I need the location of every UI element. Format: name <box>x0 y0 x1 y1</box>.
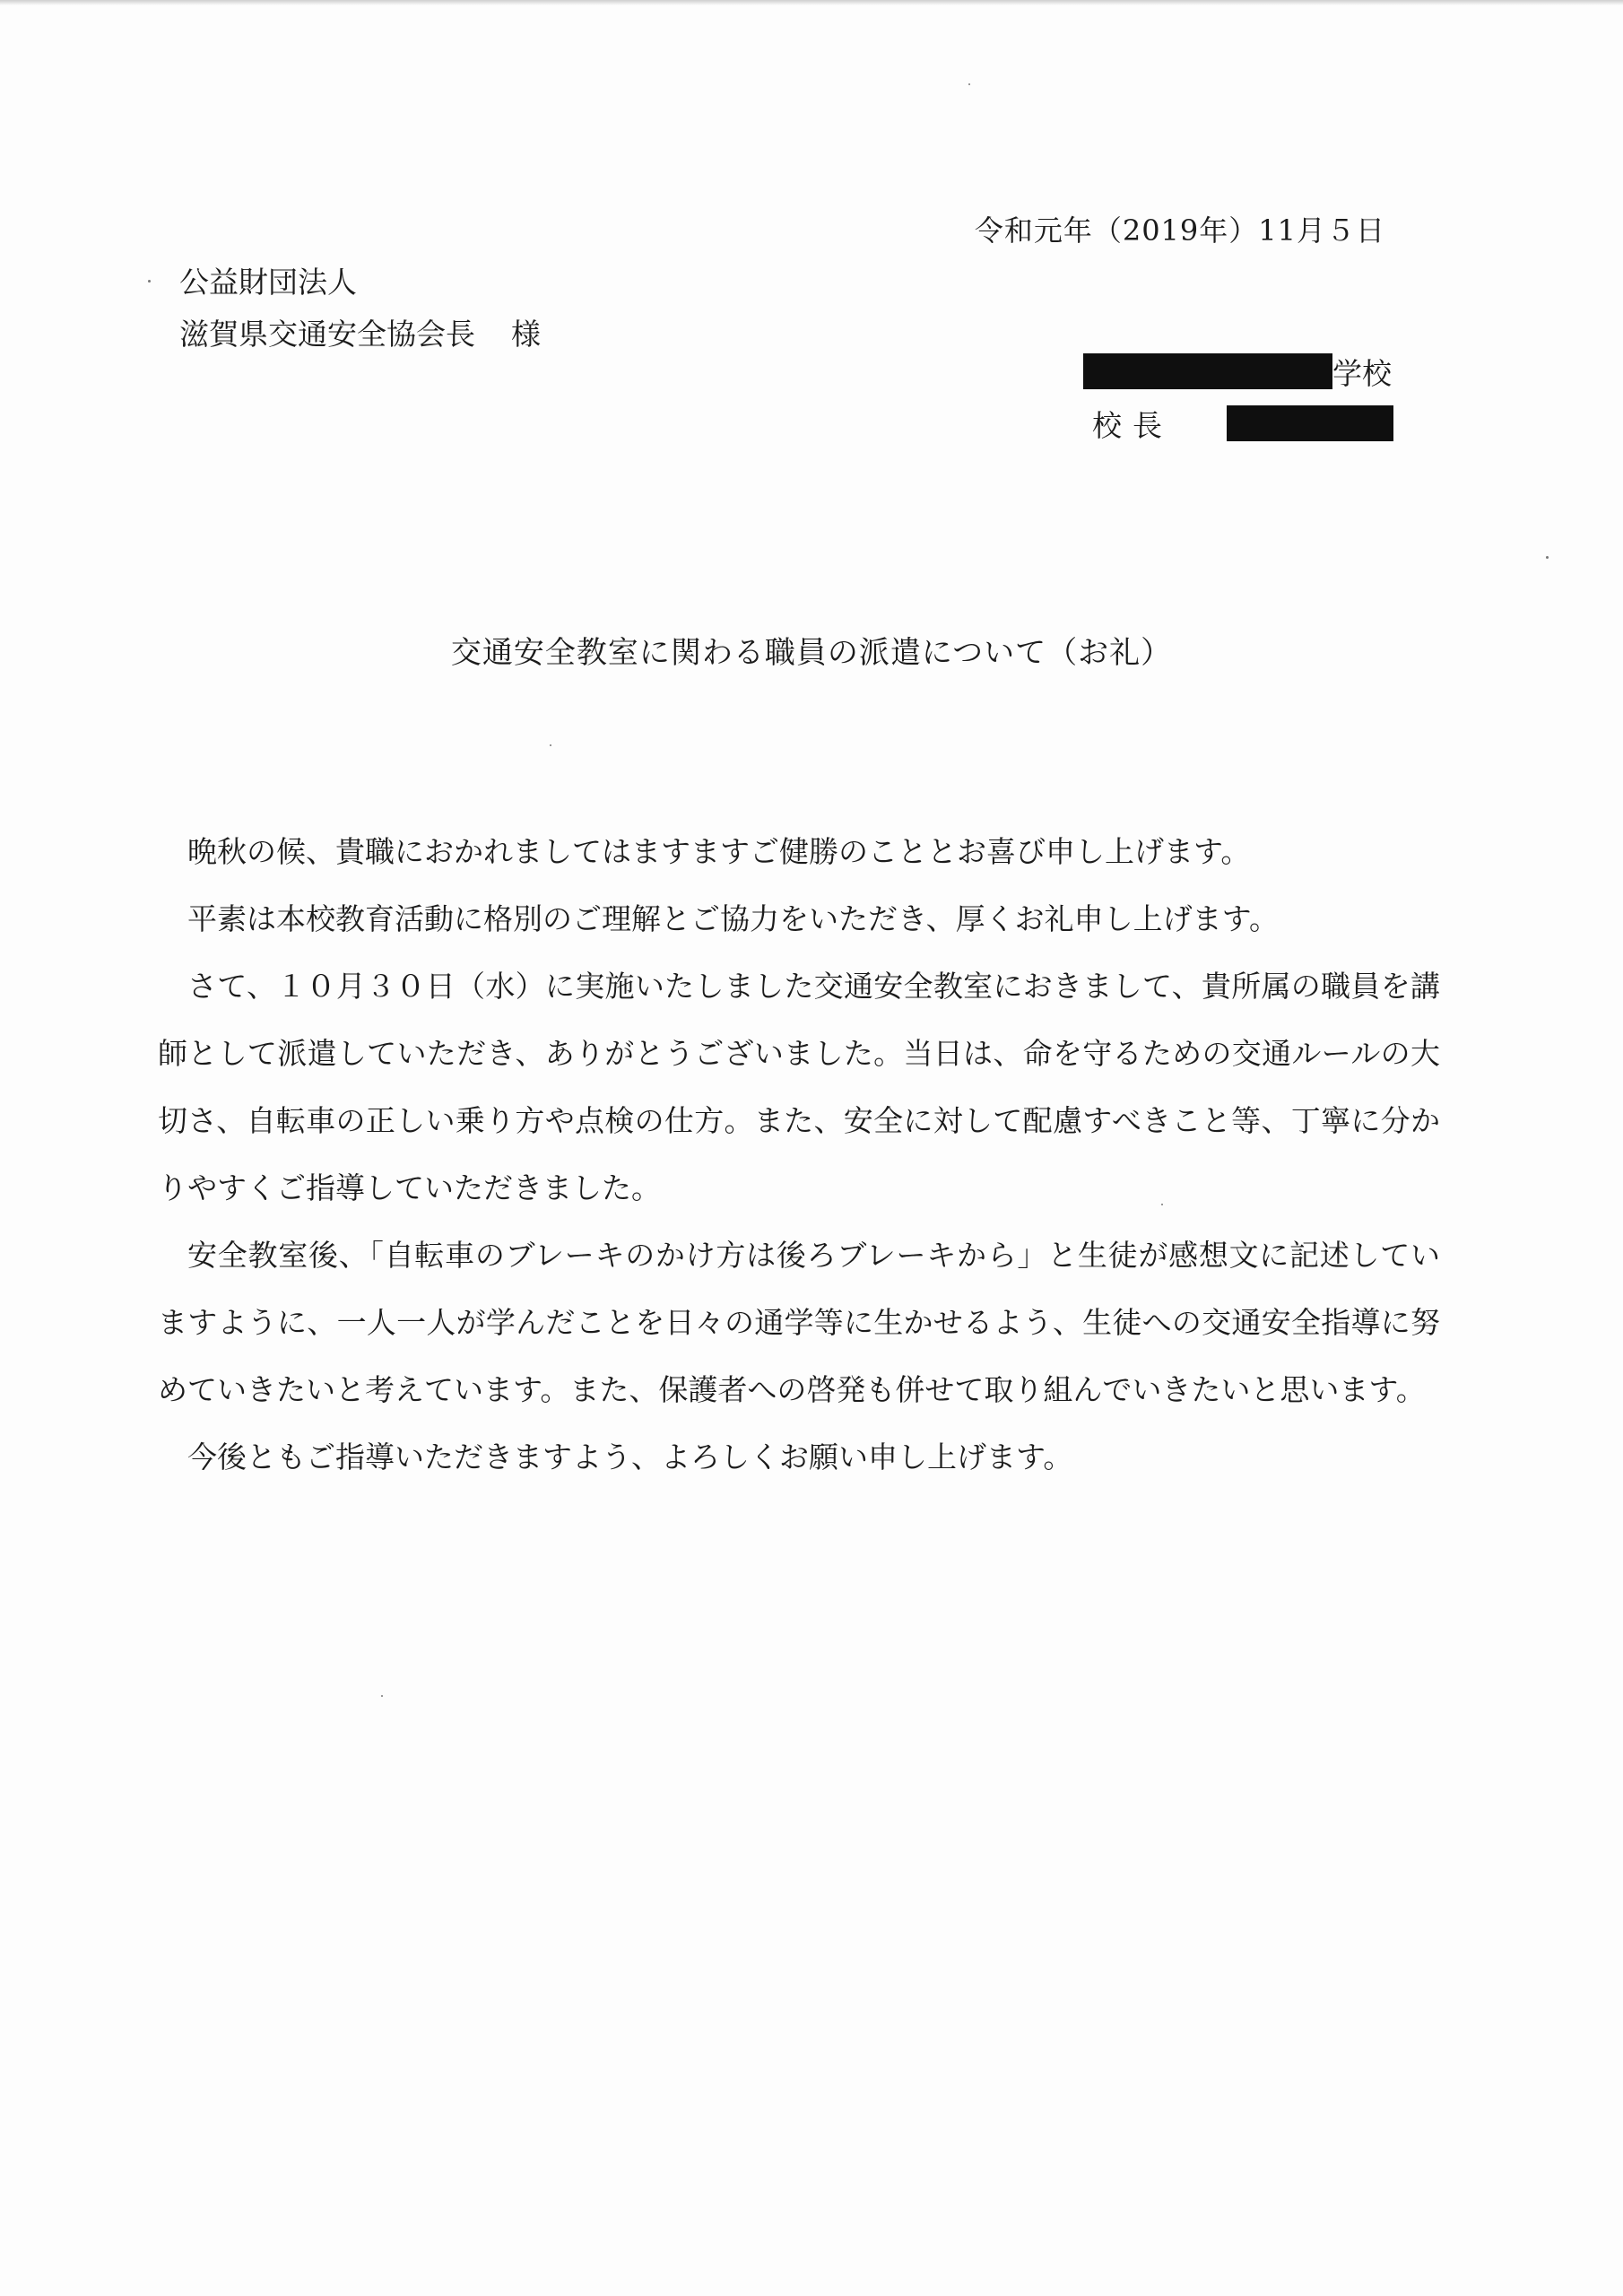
sender-school-suffix: 学校 <box>1332 355 1392 391</box>
redacted-school-name <box>1083 353 1332 389</box>
body-paragraph: 晩秋の候、貴職におかれましてはますますご健勝のこととお喜び申し上げます。 <box>187 834 1251 869</box>
body-paragraph: 今後ともご指導いただきますよう、よろしくお願い申し上げます。 <box>187 1439 1073 1474</box>
letter-body <box>158 818 1440 1491</box>
letter-date: 令和元年（2019年）11月５日 <box>974 213 1385 248</box>
scan-speck <box>381 1695 383 1697</box>
redacted-principal-name <box>1227 405 1393 441</box>
scan-speck <box>1546 556 1549 559</box>
sender-principal-title: 校長 <box>1092 407 1173 443</box>
scan-edge-shadow <box>0 0 1623 5</box>
body-paragraph: 安全教室後、「自転車のブレーキのかけ方は後ろブレーキから」と生徒が感想文に記述していますように、一人一人が学んだことを日々の通学等に生かせるよう、生徒への交通安全指導に努めていきたいと考えています。また、保護者への啓発も併せて取り組んでいきたいと思います。 <box>158 1238 1440 1407</box>
scan-speck <box>968 83 970 85</box>
body-paragraph: さて、１０月３０日（水）に実施いたしました交通安全教室におきまして、貴所属の職員を講師として派遣していただき、ありがとうございました。当日は、命を守るための交通ルールの大切さ、自転車の正しい乗り方や点検の仕方。また、安全に対して配慮すべきこと等、丁寧に分かりやすくご指導していただきました。 <box>158 969 1440 1205</box>
letter-title: 交通安全教室に関わる職員の派遣について（お礼） <box>450 635 1173 671</box>
scan-speck <box>550 744 551 746</box>
scan-speck <box>1161 1204 1163 1205</box>
sender-principal-row <box>1083 398 1393 448</box>
recipient-honorific: 様 <box>511 317 541 352</box>
recipient-organization-type: 公益財団法人 <box>179 265 357 300</box>
scan-speck <box>148 280 151 283</box>
sender-block <box>1083 346 1393 448</box>
sender-school-row <box>1083 346 1393 396</box>
recipient-name-line <box>179 309 541 361</box>
recipient-block <box>179 257 541 361</box>
body-paragraph: 平素は本校教育活動に格別のご理解とご協力をいただき、厚くお礼申し上げます。 <box>187 901 1280 936</box>
recipient-name: 滋賀県交通安全協会長 <box>179 317 475 352</box>
